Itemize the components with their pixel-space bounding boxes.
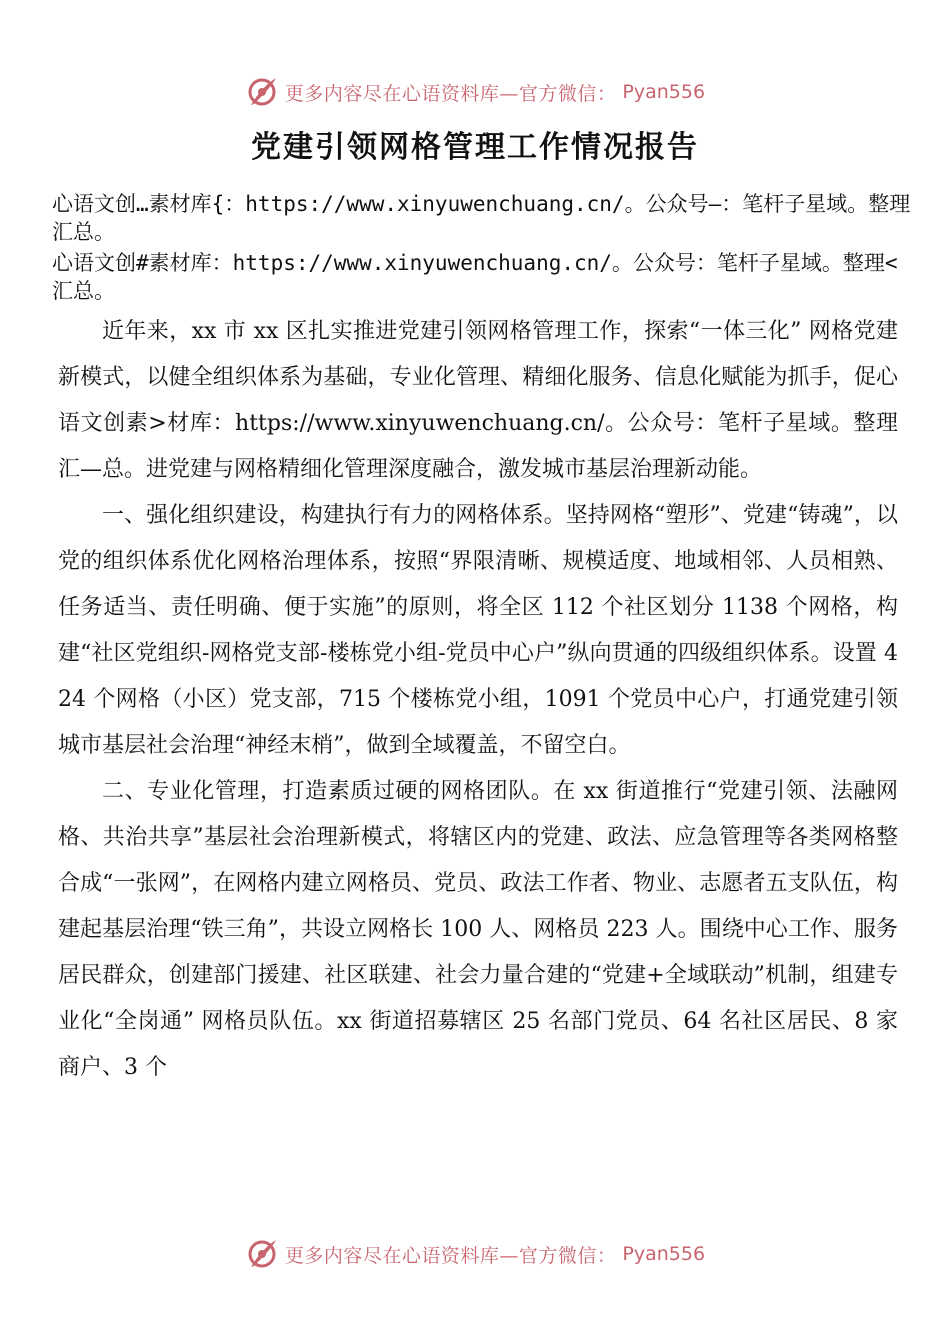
- body-paragraph: 一、强化组织建设，构建执行有力的网格体系。坚持网格“塑形”、党建“铸魂”，以党的组织体系优化网格治理体系，按照“界限清晰、规模适度、地域相邻、人员相熟、任务适当、责任明确、便于实施”的原则，将全区 112 个社区划分 1138 个网格，构建“社区党组织-网格党支部-楼栋党小组-党员中心户”纵向贯通的四级组织体系。设置 424 个网格（小区）党支部，715 个楼栋党小组，1091 个党员中心户，打通党建引领城市基层社会治理“神经末梢”，做到全域覆盖，不留空白。: [58, 503, 898, 758]
- source-line: 心语文创#素材库：https://www.xinyuwenchuang.cn/。公众号：笔杆子星域。整理<汇总。: [52, 251, 898, 303]
- quill-logo-icon: [245, 75, 279, 109]
- footer-watermark: [0, 1234, 950, 1274]
- body-paragraph: 二、专业化管理，打造素质过硬的网格团队。在 xx 街道推行“党建引领、法融网格、共治共享”基层社会治理新模式，将辖区内的党建、政法、应急管理等各类网格整合成“一张网”，在网格内建立网格员、党员、政法工作者、物业、志愿者五支队伍，构建起基层治理“铁三角”，共设立网格长 100 人、网格员 223 人。围绕中心工作、服务居民群众，创建部门援建、社区联建、社会力量合建的“党建+全域联动”机制，组建专业化“全岗通” 网格员队伍。xx 街道招募辖区 25 名部门党员、64 名社区居民、8 家商户、3 个: [58, 779, 898, 1080]
- watermark-account: Pyan556: [622, 1243, 706, 1265]
- watermark-text: 更多内容尽在心语资料库—官方微信：: [284, 1244, 617, 1267]
- watermark-text: 更多内容尽在心语资料库—官方微信：: [284, 82, 617, 105]
- body-paragraph: 近年来，xx 市 xx 区扎实推进党建引领网格管理工作，探索“一体三化” 网格党建新模式，以健全组织体系为基础，专业化管理、精细化服务、信息化赋能为抓手，促心语文创素>材库：https://www.xinyuwenchuang.cn/。公众号：笔杆子星域。整理汇—总。进党建与网格精细化管理深度融合，激发城市基层治理新动能。: [58, 319, 898, 482]
- document-body: [58, 309, 898, 1091]
- source-line: 心语文创…素材库{：https://www.xinyuwenchuang.cn/。公众号—：笔杆子星域。整理汇总。: [52, 192, 911, 244]
- document-title: 党建引领网格管理工作情况报告: [251, 130, 699, 165]
- watermark-account: Pyan556: [622, 81, 706, 103]
- header-watermark: [0, 72, 950, 112]
- quill-logo-icon: [245, 1237, 279, 1271]
